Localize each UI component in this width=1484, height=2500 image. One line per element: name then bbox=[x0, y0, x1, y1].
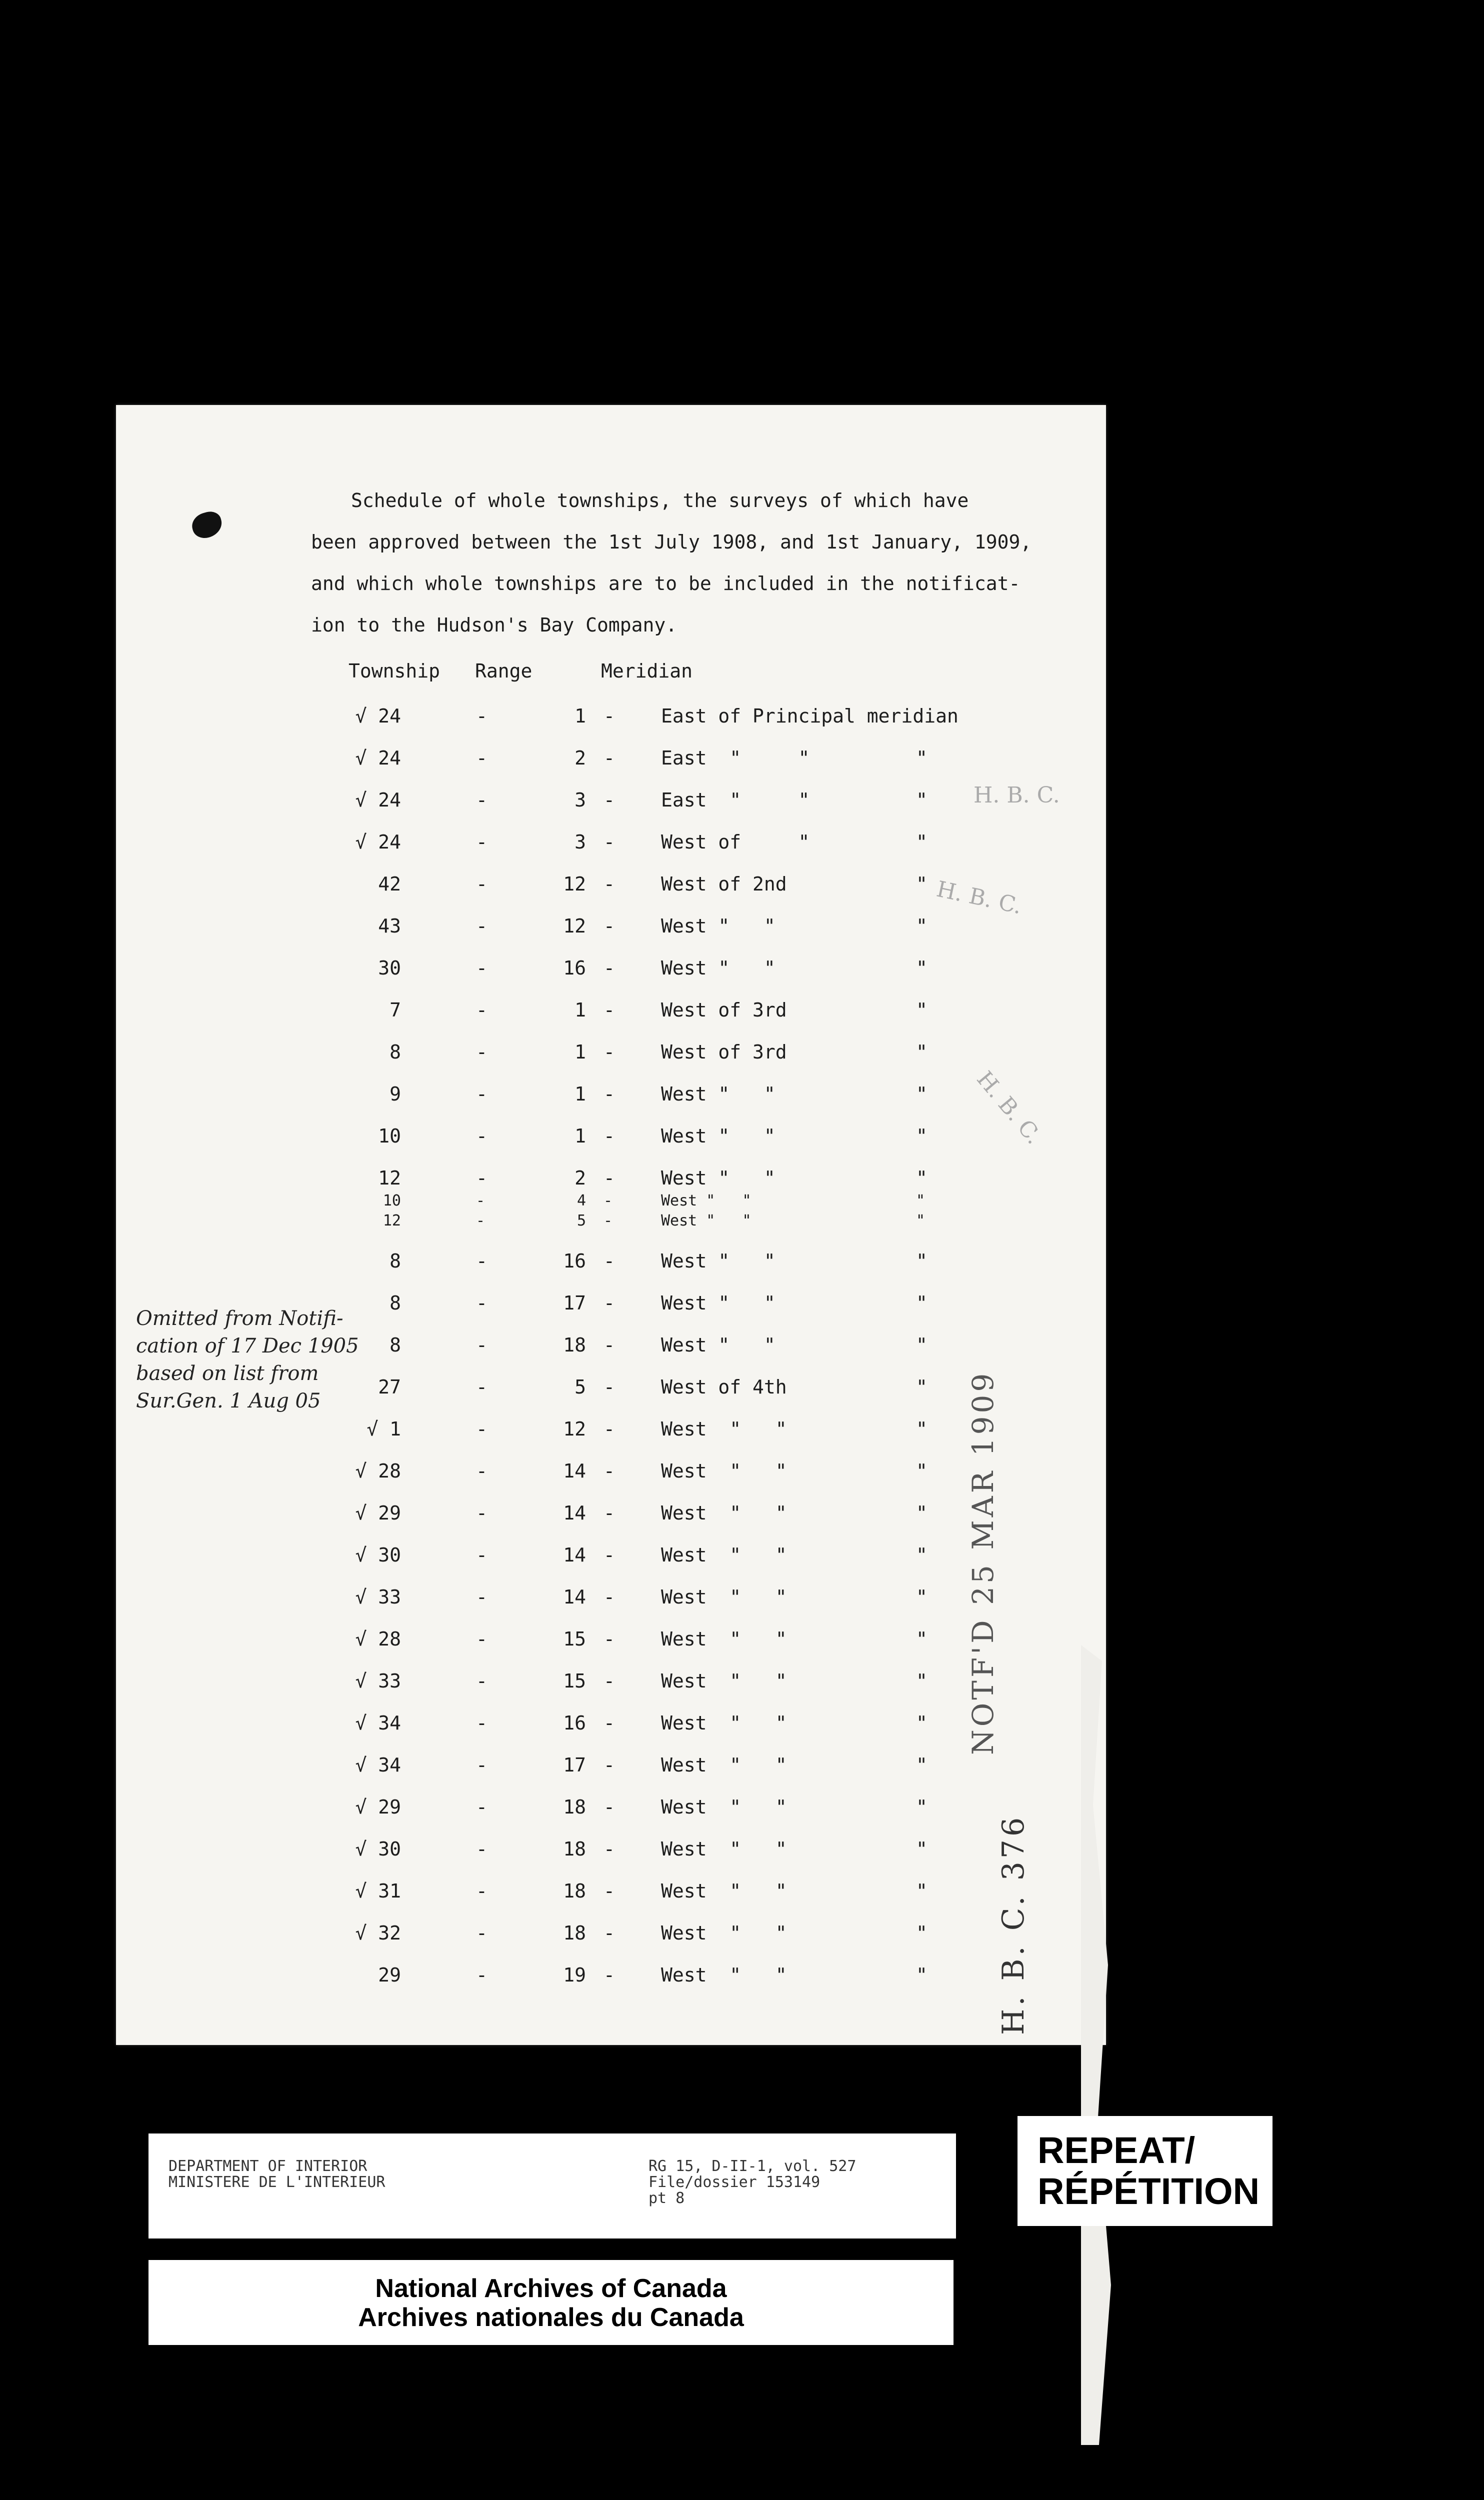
notified-date-stamp: NOTF'D 25 MAR 1909 bbox=[966, 1370, 1000, 1755]
dash-cell: - bbox=[476, 873, 488, 895]
dash-cell: - bbox=[604, 957, 615, 979]
table-row bbox=[116, 1838, 1106, 1868]
ref-line-1: RG 15, D-II-1, vol. 527 bbox=[648, 2158, 856, 2175]
header-meridian: Meridian bbox=[601, 660, 693, 682]
department-label bbox=[148, 2134, 956, 2238]
table-row bbox=[116, 1796, 1106, 1826]
meridian-cell: West " " bbox=[661, 1544, 787, 1566]
table-row bbox=[116, 1250, 1106, 1280]
meridian-cell: West " " bbox=[661, 1922, 787, 1944]
dash-cell: - bbox=[604, 1628, 615, 1650]
township-cell: √ 29 bbox=[355, 1796, 401, 1818]
ditto-cell: " bbox=[916, 1754, 928, 1776]
ditto-cell: " bbox=[916, 1544, 928, 1566]
range-cell: 18 bbox=[563, 1838, 586, 1860]
range-cell: 16 bbox=[563, 1712, 586, 1734]
township-cell: √ 29 bbox=[355, 1502, 401, 1524]
header-township: Township bbox=[348, 660, 440, 682]
table-row bbox=[116, 1544, 1106, 1574]
repeat-fr: RÉPÉTITION bbox=[1038, 2170, 1260, 2212]
dept-en: DEPARTMENT OF INTERIOR bbox=[168, 2158, 368, 2175]
meridian-cell: West of " bbox=[661, 831, 810, 853]
range-cell: 5 bbox=[574, 1376, 586, 1398]
township-cell: 8 bbox=[390, 1292, 401, 1314]
meridian-cell: West " " bbox=[661, 915, 776, 937]
dash-cell: - bbox=[476, 1167, 488, 1189]
dash-cell: - bbox=[476, 1460, 488, 1482]
meridian-cell: West " " bbox=[661, 1586, 787, 1608]
meridian-cell: West " " bbox=[661, 1712, 787, 1734]
dash-cell: - bbox=[476, 1586, 488, 1608]
range-cell: 1 bbox=[574, 1125, 586, 1147]
intro-line-1: Schedule of whole townships, the surveys of which have bbox=[351, 490, 969, 512]
table-row bbox=[116, 915, 1106, 945]
dash-cell: - bbox=[476, 1212, 486, 1230]
range-cell: 15 bbox=[563, 1670, 586, 1692]
meridian-cell: West " " bbox=[661, 1628, 787, 1650]
range-cell: 1 bbox=[574, 999, 586, 1021]
dash-cell: - bbox=[476, 1670, 488, 1692]
township-cell: √ 30 bbox=[355, 1544, 401, 1566]
dash-cell: - bbox=[476, 705, 488, 727]
meridian-cell: West " " bbox=[661, 1880, 787, 1902]
meridian-cell: West " " bbox=[661, 1964, 787, 1986]
ditto-cell: " bbox=[916, 1838, 928, 1860]
table-row bbox=[116, 1628, 1106, 1658]
table-row bbox=[116, 1460, 1106, 1490]
range-cell: 3 bbox=[574, 831, 586, 853]
range-cell: 1 bbox=[574, 1041, 586, 1063]
range-cell: 4 bbox=[576, 1192, 586, 1210]
township-cell: 10 bbox=[378, 1125, 401, 1147]
range-cell: 12 bbox=[563, 915, 586, 937]
township-cell: √ 31 bbox=[355, 1880, 401, 1902]
ditto-cell: " bbox=[916, 957, 928, 979]
dash-cell: - bbox=[604, 1250, 615, 1272]
dash-cell: - bbox=[604, 1192, 613, 1210]
range-cell: 5 bbox=[576, 1212, 586, 1230]
ditto-cell: " bbox=[916, 1502, 928, 1524]
meridian-cell: West " " bbox=[661, 1192, 752, 1210]
ditto-cell: " bbox=[916, 1125, 928, 1147]
township-cell: 8 bbox=[390, 1041, 401, 1063]
township-cell: 27 bbox=[378, 1376, 401, 1398]
meridian-cell: West of 3rd bbox=[661, 1041, 787, 1063]
range-cell: 18 bbox=[563, 1880, 586, 1902]
dash-cell: - bbox=[476, 1796, 488, 1818]
meridian-cell: West " " bbox=[661, 1334, 776, 1356]
ditto-cell: " bbox=[916, 1796, 928, 1818]
table-row bbox=[116, 1502, 1106, 1532]
margin-note-line-2: cation of 17 Dec 1905 bbox=[136, 1334, 359, 1358]
faint-hbc-stamp-1: H. B. C. bbox=[974, 782, 1060, 808]
range-cell: 16 bbox=[563, 1250, 586, 1272]
repeat-en: REPEAT/ bbox=[1038, 2130, 1196, 2171]
dash-cell: - bbox=[476, 1334, 488, 1356]
meridian-cell: West " " bbox=[661, 1460, 787, 1482]
township-cell: 8 bbox=[390, 1334, 401, 1356]
dash-cell: - bbox=[604, 1712, 615, 1734]
dash-cell: - bbox=[604, 1754, 615, 1776]
ditto-cell: " bbox=[916, 1167, 928, 1189]
range-cell: 12 bbox=[563, 1418, 586, 1440]
township-cell: 12 bbox=[378, 1167, 401, 1189]
archives-en: National Archives of Canada bbox=[375, 2274, 727, 2303]
township-cell: √ 34 bbox=[355, 1754, 401, 1776]
ditto-cell: " bbox=[916, 1418, 928, 1440]
dash-cell: - bbox=[604, 1544, 615, 1566]
meridian-cell: West " " bbox=[661, 1167, 776, 1189]
range-cell: 17 bbox=[563, 1292, 586, 1314]
township-cell: 29 bbox=[378, 1964, 401, 1986]
dash-cell: - bbox=[604, 1964, 615, 1986]
ditto-cell: " bbox=[916, 747, 928, 769]
dash-cell: - bbox=[604, 1460, 615, 1482]
dash-cell: - bbox=[476, 1628, 488, 1650]
ditto-cell: " bbox=[916, 1192, 926, 1210]
range-cell: 17 bbox=[563, 1754, 586, 1776]
dash-cell: - bbox=[604, 1502, 615, 1524]
dash-cell: - bbox=[476, 915, 488, 937]
dash-cell: - bbox=[476, 999, 488, 1021]
dash-cell: - bbox=[476, 1922, 488, 1944]
dash-cell: - bbox=[604, 1376, 615, 1398]
dash-cell: - bbox=[604, 1334, 615, 1356]
township-cell: 10 bbox=[382, 1192, 401, 1210]
table-row bbox=[116, 957, 1106, 987]
archives-label bbox=[148, 2260, 954, 2345]
township-cell: 43 bbox=[378, 915, 401, 937]
township-cell: √ 34 bbox=[355, 1712, 401, 1734]
range-cell: 1 bbox=[574, 1083, 586, 1105]
meridian-cell: West " " bbox=[661, 1292, 776, 1314]
table-row bbox=[116, 1754, 1106, 1784]
range-cell: 14 bbox=[563, 1502, 586, 1524]
township-cell: 7 bbox=[390, 999, 401, 1021]
range-cell: 14 bbox=[563, 1586, 586, 1608]
dash-cell: - bbox=[476, 957, 488, 979]
ditto-cell: " bbox=[916, 1041, 928, 1063]
dash-cell: - bbox=[604, 1796, 615, 1818]
township-cell: √ 24 bbox=[355, 747, 401, 769]
range-cell: 2 bbox=[574, 1167, 586, 1189]
table-row bbox=[116, 789, 1106, 819]
document-page bbox=[116, 405, 1106, 2045]
township-cell: 9 bbox=[390, 1083, 401, 1105]
table-row bbox=[116, 1212, 1106, 1232]
dash-cell: - bbox=[604, 1167, 615, 1189]
dash-cell: - bbox=[476, 1838, 488, 1860]
dash-cell: - bbox=[476, 1376, 488, 1398]
table-row bbox=[116, 1670, 1106, 1700]
dash-cell: - bbox=[604, 1880, 615, 1902]
handwritten-margin-note bbox=[136, 1305, 376, 1415]
township-cell: √ 32 bbox=[355, 1922, 401, 1944]
faint-hbc-stamp-2: H. B. C. bbox=[934, 876, 1024, 920]
township-cell: √ 24 bbox=[355, 831, 401, 853]
table-row bbox=[116, 1922, 1106, 1952]
dash-cell: - bbox=[604, 1670, 615, 1692]
dash-cell: - bbox=[604, 747, 615, 769]
dash-cell: - bbox=[604, 915, 615, 937]
table-row bbox=[116, 1041, 1106, 1071]
faint-hbc-stamp-3: H. B. C. bbox=[972, 1066, 1047, 1150]
dash-cell: - bbox=[476, 1418, 488, 1440]
intro-line-3: and which whole townships are to be included in the notificat- bbox=[311, 572, 1020, 594]
table-row bbox=[116, 999, 1106, 1029]
township-cell: √ 1 bbox=[366, 1418, 401, 1440]
table-row bbox=[116, 1192, 1106, 1212]
township-cell: √ 28 bbox=[355, 1628, 401, 1650]
ditto-cell: " bbox=[916, 1586, 928, 1608]
meridian-cell: West " " bbox=[661, 1838, 787, 1860]
dash-cell: - bbox=[604, 1838, 615, 1860]
township-cell: √ 24 bbox=[355, 789, 401, 811]
intro-line-2: been approved between the 1st July 1908, and 1st January, 1909, bbox=[311, 531, 1032, 553]
township-cell: 42 bbox=[378, 873, 401, 895]
schedule-intro bbox=[311, 480, 1071, 646]
archives-fr: Archives nationales du Canada bbox=[358, 2303, 744, 2332]
dash-cell: - bbox=[604, 1041, 615, 1063]
range-cell: 19 bbox=[563, 1964, 586, 1986]
dash-cell: - bbox=[476, 1754, 488, 1776]
repeat-label bbox=[1018, 2116, 1272, 2226]
margin-note-line-4: Sur.Gen. 1 Aug 05 bbox=[136, 1390, 321, 1412]
range-cell: 1 bbox=[574, 705, 586, 727]
range-cell: 18 bbox=[563, 1922, 586, 1944]
meridian-cell: West " " bbox=[661, 1250, 776, 1272]
dash-cell: - bbox=[476, 789, 488, 811]
ditto-cell: " bbox=[916, 1250, 928, 1272]
dash-cell: - bbox=[604, 999, 615, 1021]
dash-cell: - bbox=[604, 1586, 615, 1608]
intro-line-4: ion to the Hudson's Bay Company. bbox=[311, 614, 678, 636]
meridian-cell: West of 4th bbox=[661, 1376, 787, 1398]
dash-cell: - bbox=[476, 831, 488, 853]
range-cell: 15 bbox=[563, 1628, 586, 1650]
table-row bbox=[116, 1125, 1106, 1155]
dash-cell: - bbox=[476, 1192, 486, 1210]
dash-cell: - bbox=[476, 1125, 488, 1147]
dash-cell: - bbox=[604, 1212, 613, 1230]
meridian-cell: West " " bbox=[661, 957, 776, 979]
table-row bbox=[116, 1712, 1106, 1742]
table-row bbox=[116, 1880, 1106, 1910]
ditto-cell: " bbox=[916, 1460, 928, 1482]
meridian-cell: East " " bbox=[661, 747, 810, 769]
dash-cell: - bbox=[476, 1250, 488, 1272]
dash-cell: - bbox=[476, 1083, 488, 1105]
ditto-cell: " bbox=[916, 1376, 928, 1398]
dash-cell: - bbox=[604, 789, 615, 811]
range-cell: 12 bbox=[563, 873, 586, 895]
meridian-cell: West " " bbox=[661, 1796, 787, 1818]
ditto-cell: " bbox=[916, 1212, 926, 1230]
table-row bbox=[116, 705, 1106, 735]
meridian-cell: West of 3rd bbox=[661, 999, 787, 1021]
range-cell: 16 bbox=[563, 957, 586, 979]
ditto-cell: " bbox=[916, 831, 928, 853]
table-row bbox=[116, 831, 1106, 861]
meridian-cell: East " " bbox=[661, 789, 810, 811]
dash-cell: - bbox=[476, 1292, 488, 1314]
range-cell: 14 bbox=[563, 1460, 586, 1482]
township-cell: 8 bbox=[390, 1250, 401, 1272]
ref-line-3: pt 8 bbox=[648, 2190, 685, 2207]
dash-cell: - bbox=[476, 1964, 488, 1986]
dash-cell: - bbox=[604, 1292, 615, 1314]
table-row bbox=[116, 1964, 1106, 1994]
township-cell: √ 33 bbox=[355, 1586, 401, 1608]
ditto-cell: " bbox=[916, 1964, 928, 1986]
hbc-number-stamp: H. B. C. 376 bbox=[996, 1814, 1031, 2035]
margin-note-line-1: Omitted from Notifi- bbox=[136, 1307, 344, 1330]
township-cell: √ 28 bbox=[355, 1460, 401, 1482]
ditto-cell: " bbox=[916, 1922, 928, 1944]
range-cell: 14 bbox=[563, 1544, 586, 1566]
header-range: Range bbox=[475, 660, 532, 682]
meridian-cell: West of 2nd bbox=[661, 873, 787, 895]
dept-fr: MINISTERE DE L'INTERIEUR bbox=[168, 2174, 386, 2191]
dash-cell: - bbox=[476, 1880, 488, 1902]
dash-cell: - bbox=[604, 1125, 615, 1147]
dash-cell: - bbox=[604, 831, 615, 853]
ditto-cell: " bbox=[916, 1083, 928, 1105]
margin-note-line-3: based on list from bbox=[136, 1362, 319, 1385]
ditto-cell: " bbox=[916, 1334, 928, 1356]
ref-line-2: File/dossier 153149 bbox=[648, 2174, 820, 2191]
meridian-cell: West " " bbox=[661, 1418, 787, 1440]
ditto-cell: " bbox=[916, 915, 928, 937]
dash-cell: - bbox=[604, 1083, 615, 1105]
dash-cell: - bbox=[476, 1502, 488, 1524]
dash-cell: - bbox=[604, 1418, 615, 1440]
ditto-cell: " bbox=[916, 999, 928, 1021]
ditto-cell: " bbox=[916, 873, 928, 895]
dash-cell: - bbox=[476, 1712, 488, 1734]
table-row bbox=[116, 1418, 1106, 1448]
township-cell: √ 33 bbox=[355, 1670, 401, 1692]
ditto-cell: " bbox=[916, 1712, 928, 1734]
meridian-cell: West " " bbox=[661, 1212, 752, 1230]
township-cell: √ 24 bbox=[355, 705, 401, 727]
dash-cell: - bbox=[476, 747, 488, 769]
meridian-cell: West " " bbox=[661, 1754, 787, 1776]
ink-blot bbox=[190, 509, 225, 541]
dash-cell: - bbox=[604, 705, 615, 727]
dash-cell: - bbox=[604, 873, 615, 895]
meridian-cell: West " " bbox=[661, 1125, 776, 1147]
ditto-cell: " bbox=[916, 1670, 928, 1692]
dash-cell: - bbox=[604, 1922, 615, 1944]
meridian-cell: West " " bbox=[661, 1502, 787, 1524]
ditto-cell: " bbox=[916, 1880, 928, 1902]
township-cell: √ 30 bbox=[355, 1838, 401, 1860]
range-cell: 18 bbox=[563, 1796, 586, 1818]
township-cell: 12 bbox=[382, 1212, 401, 1230]
range-cell: 18 bbox=[563, 1334, 586, 1356]
township-cell: 30 bbox=[378, 957, 401, 979]
ditto-cell: " bbox=[916, 789, 928, 811]
dash-cell: - bbox=[476, 1544, 488, 1566]
range-cell: 2 bbox=[574, 747, 586, 769]
ditto-cell: " bbox=[916, 1628, 928, 1650]
table-row bbox=[116, 747, 1106, 777]
table-row bbox=[116, 1083, 1106, 1113]
meridian-cell: East of Principal meridian bbox=[661, 705, 958, 727]
range-cell: 3 bbox=[574, 789, 586, 811]
dash-cell: - bbox=[476, 1041, 488, 1063]
ditto-cell: " bbox=[916, 1292, 928, 1314]
meridian-cell: West " " bbox=[661, 1670, 787, 1692]
meridian-cell: West " " bbox=[661, 1083, 776, 1105]
table-row bbox=[116, 1586, 1106, 1616]
